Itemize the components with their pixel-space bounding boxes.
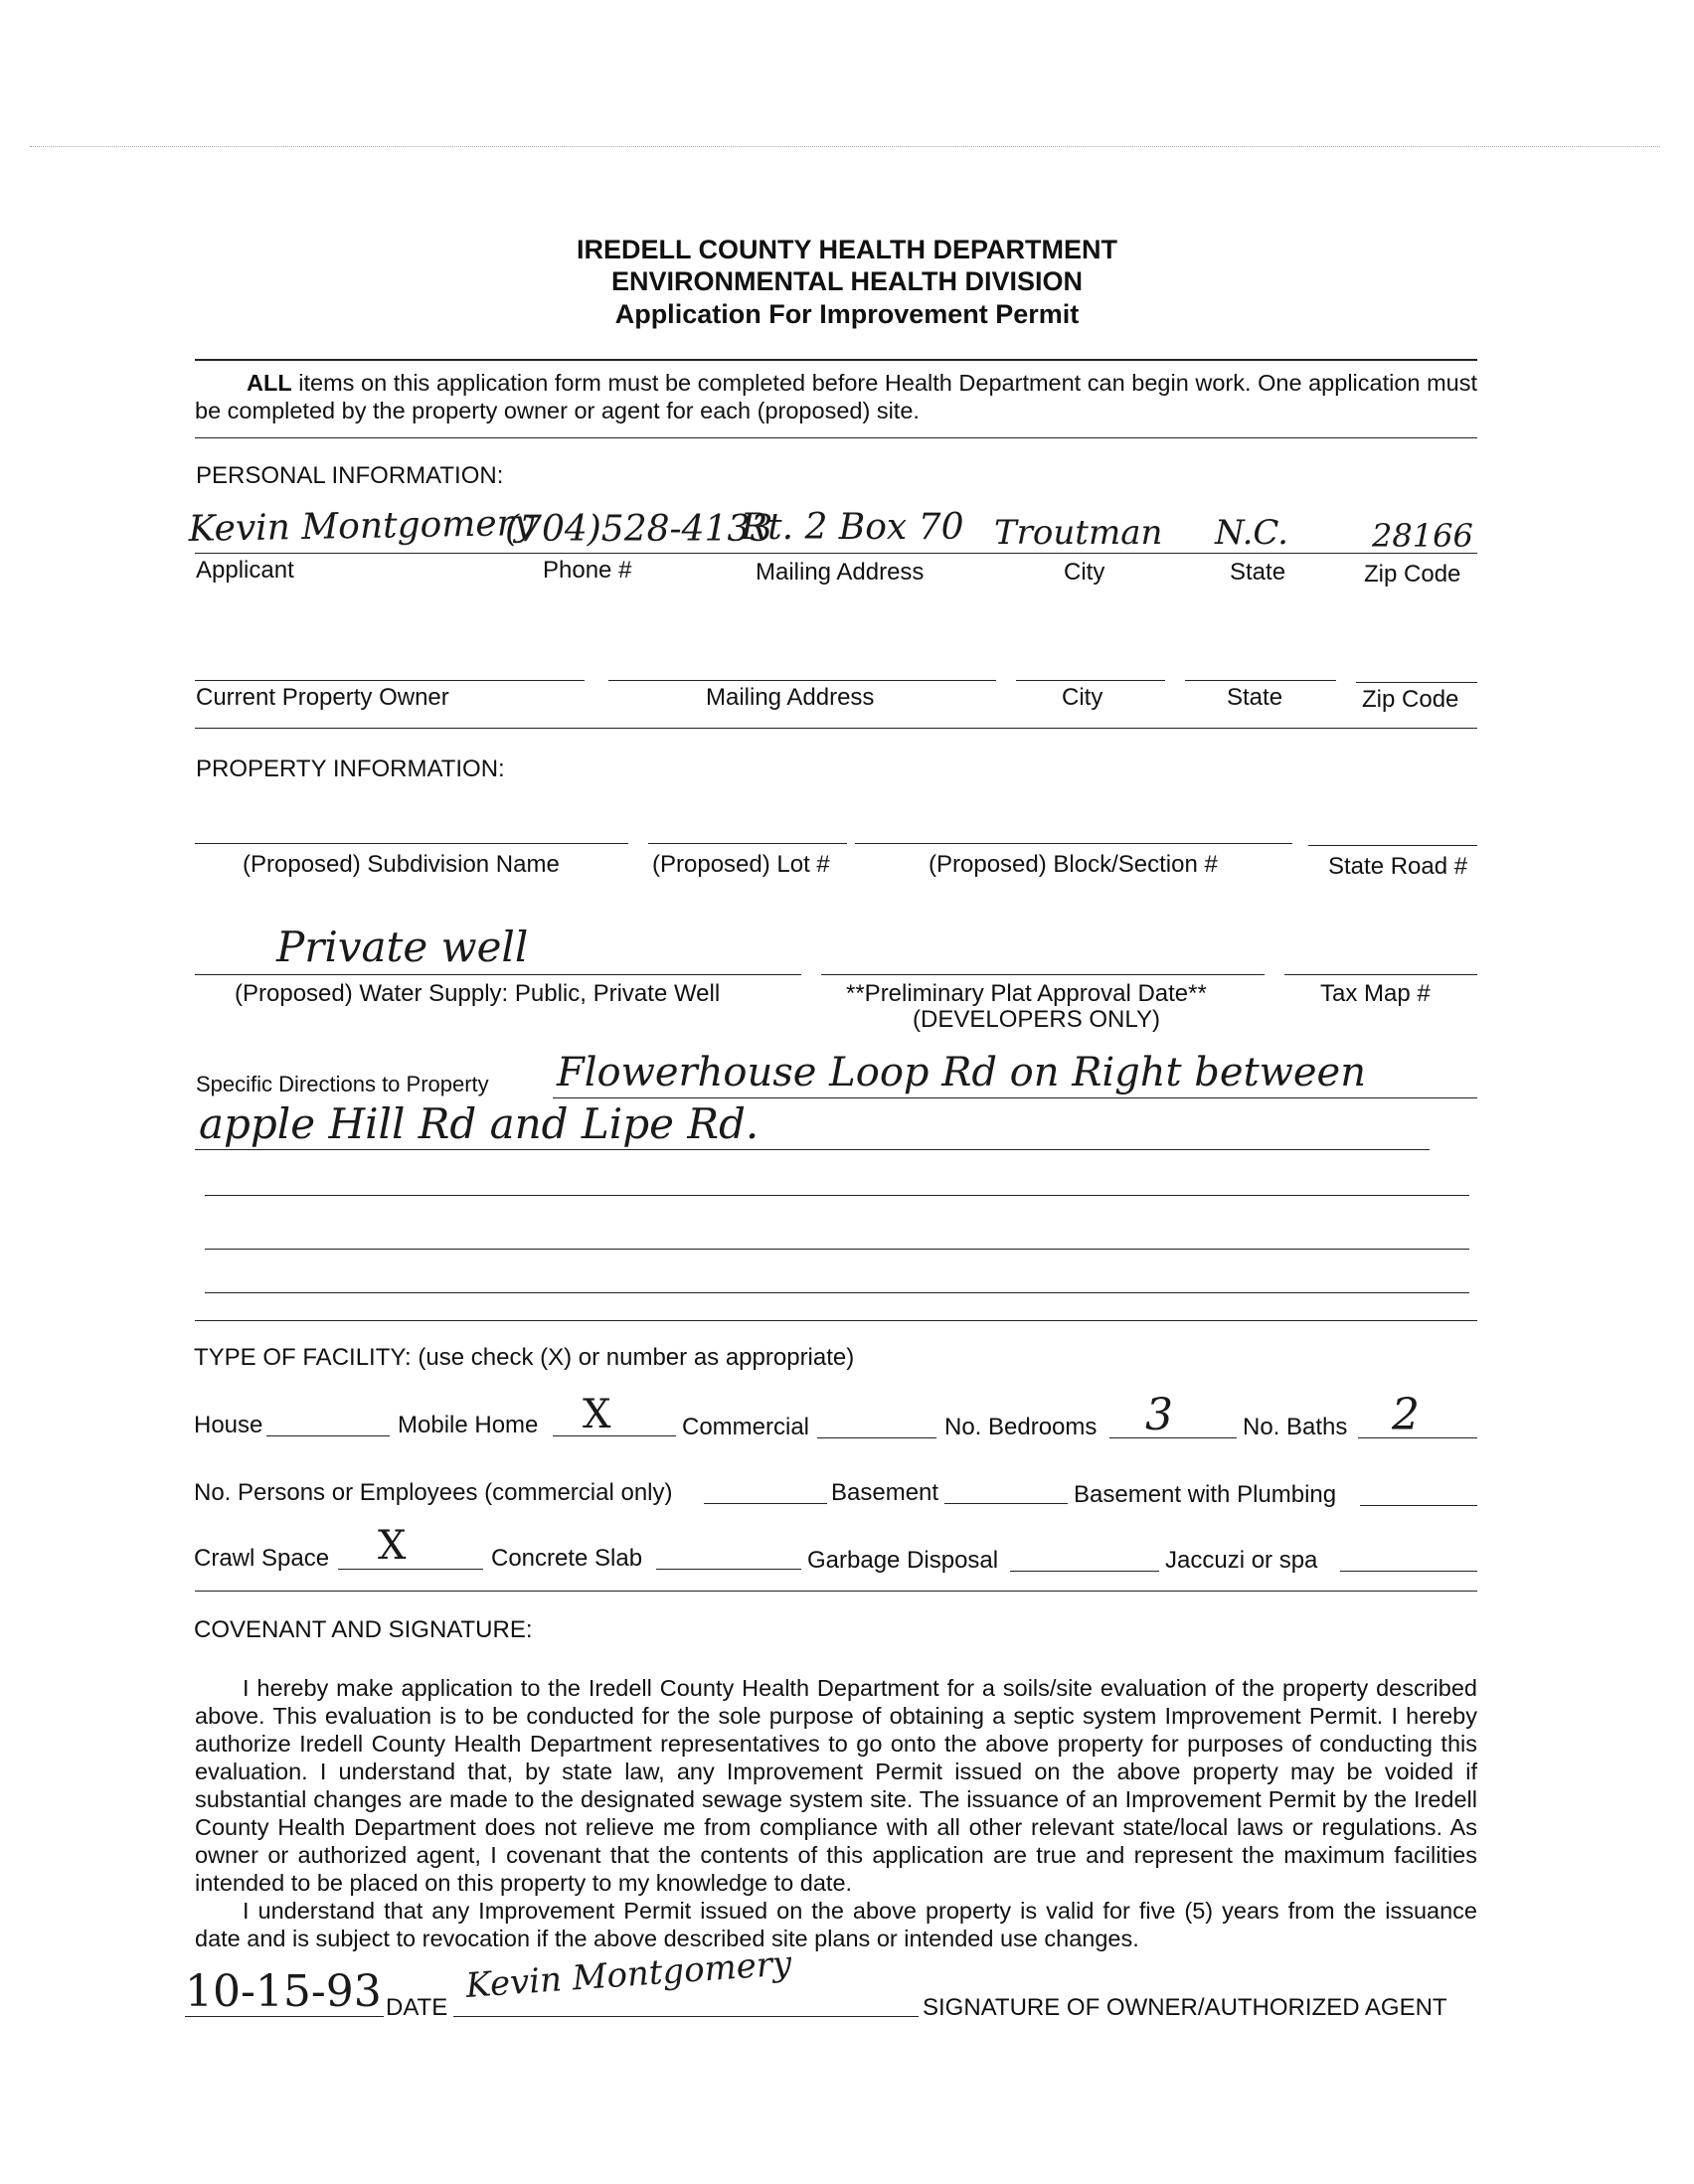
water-field[interactable] (195, 974, 801, 975)
phone-value[interactable]: (704)528-4133 (505, 509, 773, 550)
persons-field[interactable] (704, 1503, 827, 1504)
commercial-field[interactable] (817, 1437, 936, 1438)
directions-field-2[interactable] (195, 1149, 1430, 1150)
mailing-value[interactable]: Rt. 2 Box 70 (741, 507, 964, 548)
directions-value-line1[interactable]: Flowerhouse Loop Rd on Right between (557, 1050, 1366, 1095)
signature-value[interactable]: Kevin Montgomery (464, 1943, 793, 2006)
garbage-label: Garbage Disposal (807, 1547, 999, 1574)
subdivision-label: (Proposed) Subdivision Name (243, 851, 560, 878)
state-value[interactable]: N.C. (1215, 513, 1288, 553)
owner-field[interactable] (195, 680, 585, 681)
mobile-field[interactable] (553, 1435, 676, 1436)
jaccuzi-label: Jaccuzi or spa (1165, 1547, 1318, 1574)
garbage-field[interactable] (1010, 1571, 1159, 1572)
persons-label: No. Persons or Employees (commercial only) (194, 1479, 673, 1506)
covenant-heading: COVENANT AND SIGNATURE: (194, 1616, 533, 1643)
slab-label: Concrete Slab (491, 1545, 643, 1572)
bedrooms-field[interactable] (1109, 1437, 1237, 1438)
mailing-label: Mailing Address (756, 559, 925, 586)
scan-dotted-line (30, 146, 1660, 147)
directions-value-line2[interactable]: apple Hill Rd and Lipe Rd. (199, 1099, 760, 1148)
phone-label: Phone # (543, 557, 632, 584)
road-field[interactable] (1308, 845, 1477, 846)
taxmap-label: Tax Map # (1320, 980, 1431, 1007)
plat-label: **Preliminary Plat Approval Date** (846, 980, 1207, 1007)
owner-zip-label: Zip Code (1362, 686, 1459, 713)
intro-text: ALL items on this application form must be completed before Health Department can begin work. One application must be completed by the property owner or agent for each (proposed) site. (195, 370, 1477, 423)
property-end-rule (195, 1320, 1477, 1321)
property-heading: PROPERTY INFORMATION: (196, 756, 505, 782)
owner-state-label: State (1227, 684, 1283, 711)
house-label: House (194, 1412, 263, 1438)
zip-label: Zip Code (1364, 561, 1461, 588)
directions-field-1[interactable] (553, 1097, 1477, 1098)
form-title: Application For Improvement Permit (614, 299, 1080, 329)
applicant-rule (195, 553, 1477, 554)
owner-mailing-label: Mailing Address (706, 684, 875, 711)
plat-sub-label: (DEVELOPERS ONLY) (913, 1006, 1160, 1033)
covenant-paragraph-2: I understand that any Improvement Permit issued on the above property is valid for five (5) years from the issuance date and is subject to revocation if the above described site plans or intended use changes. (195, 1898, 1477, 1951)
signature-field[interactable] (453, 2016, 919, 2017)
block-field[interactable] (855, 843, 1292, 844)
basement-label: Basement (831, 1479, 939, 1506)
plat-field[interactable] (821, 974, 1265, 975)
applicant-label: Applicant (196, 557, 294, 584)
directions-label: Specific Directions to Property (196, 1072, 489, 1096)
crawl-value[interactable]: X (378, 1523, 407, 1569)
directions-field-3[interactable] (205, 1195, 1469, 1196)
owner-state-field[interactable] (1185, 680, 1336, 681)
baths-label: No. Baths (1243, 1414, 1348, 1440)
taxmap-field[interactable] (1284, 974, 1477, 975)
city-value[interactable]: Troutman (994, 513, 1163, 553)
date-field[interactable] (185, 2016, 384, 2017)
owner-label: Current Property Owner (196, 684, 449, 711)
facility-end-rule (195, 1591, 1477, 1592)
intro-rule (195, 437, 1477, 438)
basement-field[interactable] (944, 1503, 1068, 1504)
water-label: (Proposed) Water Supply: Public, Private Well (235, 980, 721, 1007)
directions-field-4[interactable] (205, 1249, 1469, 1250)
owner-zip-field[interactable] (1356, 682, 1477, 683)
crawl-field[interactable] (338, 1569, 483, 1570)
mobile-label: Mobile Home (398, 1412, 539, 1438)
owner-city-field[interactable] (1016, 680, 1165, 681)
basement-plumbing-field[interactable] (1360, 1505, 1477, 1506)
zip-value[interactable]: 28166 (1372, 517, 1473, 555)
date-label: DATE (386, 1994, 448, 2021)
personal-heading: PERSONAL INFORMATION: (196, 462, 504, 489)
date-value[interactable]: 10-15-93 (185, 1966, 382, 2017)
bedrooms-label: No. Bedrooms (944, 1414, 1098, 1440)
applicant-value[interactable]: Kevin Montgomery (188, 502, 535, 550)
lot-field[interactable] (648, 843, 847, 844)
state-label: State (1230, 559, 1286, 586)
house-field[interactable] (266, 1435, 390, 1436)
header-rule (195, 359, 1477, 361)
road-label: State Road # (1328, 853, 1468, 880)
water-value[interactable]: Private well (276, 923, 529, 971)
directions-field-5[interactable] (205, 1292, 1469, 1293)
personal-end-rule (195, 728, 1477, 729)
department-title: IREDELL COUNTY HEALTH DEPARTMENT (576, 235, 1117, 264)
commercial-label: Commercial (682, 1414, 810, 1440)
mobile-value[interactable]: X (583, 1392, 611, 1437)
subdivision-field[interactable] (195, 843, 628, 844)
lot-label: (Proposed) Lot # (652, 851, 830, 878)
baths-value[interactable]: 2 (1392, 1390, 1420, 1440)
city-label: City (1064, 559, 1105, 586)
slab-field[interactable] (656, 1569, 801, 1570)
block-label: (Proposed) Block/Section # (929, 851, 1218, 878)
basement-plumbing-label: Basement with Plumbing (1074, 1481, 1337, 1508)
facility-heading: TYPE OF FACILITY: (use check (X) or number as appropriate) (194, 1344, 855, 1371)
owner-mailing-field[interactable] (608, 680, 996, 681)
jaccuzi-field[interactable] (1340, 1571, 1477, 1572)
owner-city-label: City (1062, 684, 1103, 711)
bedrooms-value[interactable]: 3 (1145, 1390, 1173, 1440)
signature-label: SIGNATURE OF OWNER/AUTHORIZED AGENT (923, 1994, 1447, 2021)
crawl-label: Crawl Space (194, 1545, 330, 1572)
division-title: ENVIRONMENTAL HEALTH DIVISION (610, 266, 1084, 296)
covenant-paragraph-1: I hereby make application to the Iredell County Health Department for a soils/site evaluation of the property described above. This evaluation is to be conducted for the sole purpose of obtaining a septic system Improvement Permit. I hereby authorize Iredell County Health Department representatives to go onto the above property for purposes of conducting this evaluation. I understand that, by state law, any Improvement Permit issued on the above property may be voided if substantial changes are made to the designated sewage system site. The issuance of an Improvement Permit by the Iredell County Health Department does not relieve me from compliance with all other relevant state/local laws or regulations. As owner or authorized agent, I covenant that the contents of this application are true and represent the maximum facilities intended to be placed on this property to my knowledge to date. (195, 1675, 1477, 1896)
